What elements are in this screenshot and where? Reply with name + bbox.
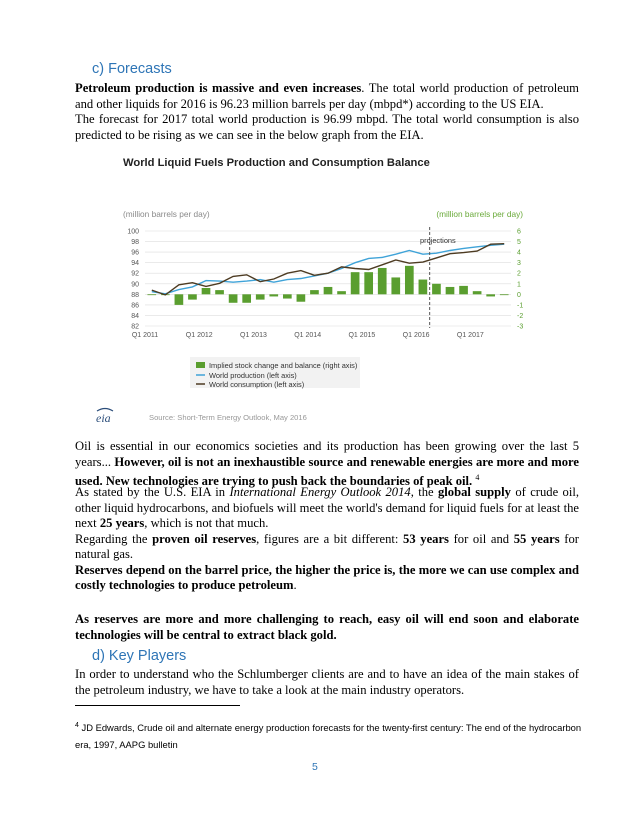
stock-change-bar xyxy=(297,294,306,301)
chart-title: World Liquid Fuels Production and Consumption Balance xyxy=(123,157,430,169)
left-tick-label: 82 xyxy=(131,323,139,331)
supply-bold-2: 25 years xyxy=(99,516,145,530)
stock-change-bar xyxy=(500,294,509,295)
intro-text: . The total world production of petroleum and other liquids for 2016 is 96.23 million barrels per day (mbpd*) according to the US EIA. xyxy=(75,81,579,111)
stock-change-bar xyxy=(432,284,441,295)
projections-label: projections xyxy=(420,236,456,245)
oil-plain-text: Oil is essential in our economics societies and its production has been growing over the last 5 years... xyxy=(75,439,579,469)
legend-production: World production (left axis) xyxy=(209,371,297,380)
stock-change-bar xyxy=(188,294,197,299)
chart-svg xyxy=(95,180,545,430)
left-tick-label: 100 xyxy=(127,228,139,236)
stock-change-bar xyxy=(351,272,360,294)
stock-change-bar xyxy=(419,280,428,295)
right-tick-label: 2 xyxy=(517,270,521,278)
x-tick-label: Q1 2012 xyxy=(185,332,213,339)
stock-change-bar xyxy=(364,272,373,294)
right-tick-label: 6 xyxy=(517,228,521,236)
right-tick-label: 4 xyxy=(517,249,521,257)
footnote-number: 4 xyxy=(75,722,79,729)
stock-change-bar xyxy=(405,266,414,295)
supply-report-title: International Energy Outlook 2014 xyxy=(229,485,411,499)
supply-text-1: As stated by the U.S. EIA in xyxy=(75,485,230,499)
x-tick-label: Q1 2017 xyxy=(456,332,484,339)
stock-change-bar xyxy=(215,290,224,294)
left-tick-label: 94 xyxy=(131,260,139,268)
footnote-ref: 4 xyxy=(475,473,480,482)
x-tick-label: Q1 2016 xyxy=(402,332,430,339)
page-number: 5 xyxy=(312,761,318,773)
paragraph-easy-oil xyxy=(75,612,579,643)
stock-change-bar xyxy=(324,287,333,294)
right-axis-ticks xyxy=(517,229,523,331)
legend-swatch-bars xyxy=(196,362,205,368)
stock-change-bar xyxy=(459,286,468,294)
supply-bold-1: global supply xyxy=(437,485,511,499)
left-tick-label: 88 xyxy=(131,291,139,299)
right-tick-label: 3 xyxy=(517,260,521,268)
stock-change-bar xyxy=(378,268,387,294)
x-tick-label: Q1 2011 xyxy=(131,332,159,339)
paragraph-key-players: In order to understand who the Schlumberger clients are and to have an idea of the main stakes of the petroleum industry, we have to take a look at the main industry operators. xyxy=(75,667,579,697)
stock-change-bar xyxy=(256,294,265,299)
stock-change-bar xyxy=(337,291,346,294)
stock-change-bar xyxy=(486,294,495,296)
x-tick-label: Q1 2015 xyxy=(348,332,376,339)
paragraph-global-supply xyxy=(75,485,579,594)
right-tick-label: 5 xyxy=(517,239,521,247)
left-axis-label: (million barrels per day) xyxy=(123,209,210,219)
left-tick-label: 86 xyxy=(131,302,139,310)
stock-change-bar xyxy=(310,290,319,294)
left-tick-label: 84 xyxy=(131,312,139,320)
stock-change-bar xyxy=(147,294,156,295)
x-tick-label: Q1 2014 xyxy=(294,332,322,339)
x-axis-labels xyxy=(132,332,484,339)
reserves-text-3: for oil and xyxy=(448,531,514,546)
footnote xyxy=(75,717,595,753)
reserves-bold-3: 55 years xyxy=(513,531,560,546)
oil-bold-text: However, oil is not an inexhaustible source and renewable energies are more and more used. New technologies are trying to push back the boundaries of peak oil. xyxy=(75,454,579,489)
price-end: . xyxy=(293,578,297,592)
section-heading-forecasts: c) Forecasts xyxy=(92,61,172,77)
stock-change-bar xyxy=(202,288,211,294)
stock-change-bar xyxy=(446,287,455,294)
right-tick-label: -3 xyxy=(517,323,524,331)
footnote-text: JD Edwards, Crude oil and alternate energy production forecasts for the twenty-first century: The end of the hydrocarbon era, 1997, AAPG bulletin xyxy=(75,722,582,751)
x-tick-label: Q1 2013 xyxy=(240,332,267,339)
section-heading-key-players: d) Key Players xyxy=(92,648,187,664)
left-tick-label: 90 xyxy=(131,281,139,289)
stock-change-bar xyxy=(269,294,278,296)
supply-text-2: , the xyxy=(410,485,438,499)
chart-source: Source: Short-Term Energy Outlook, May 2016 xyxy=(149,413,307,422)
reserves-text-1: Regarding the xyxy=(75,531,153,546)
reserves-text-4: for natural gas. xyxy=(75,531,579,561)
intro-forecast-text: The forecast for 2017 total world production is 96.99 mbpd. The total world consumption is also predicted to be rising as we can see in the below graph from the EIA. xyxy=(75,112,579,142)
stock-change-bar xyxy=(175,294,184,305)
chart xyxy=(95,180,545,430)
left-tick-label: 96 xyxy=(131,249,139,257)
stock-change-bar xyxy=(229,294,238,302)
right-tick-label: 0 xyxy=(517,291,521,299)
legend-consumption: World consumption (left axis) xyxy=(209,380,305,389)
intro-paragraph xyxy=(75,81,579,143)
supply-text-4: , which is not that much. xyxy=(144,516,269,530)
intro-bold-lead: Petroleum production is massive and even increases xyxy=(75,81,362,95)
right-axis-label: (million barrels per day) xyxy=(436,209,523,219)
reserves-text-2: , figures are a bit different: xyxy=(256,531,404,546)
stock-change-bar xyxy=(473,291,482,294)
left-axis-ticks xyxy=(127,229,139,331)
reserves-bold-2: 53 years xyxy=(403,531,449,546)
stock-change-bar xyxy=(242,294,251,302)
easy-oil-bold-text: As reserves are more and more challenging to reach, easy oil will end soon and elaborate technologies will be central to extract black gold. xyxy=(75,612,579,642)
footnote-rule xyxy=(75,705,240,706)
paragraph-oil-essential xyxy=(75,439,579,490)
stock-change-bar xyxy=(391,277,400,294)
supply-text-3: of crude oil, other liquid hydrocarbons, and biofuels will meet the world's demand for liquid fuels for at least the next xyxy=(75,485,579,530)
reserves-bold-1: proven oil reserves xyxy=(152,531,257,546)
chart-gridlines xyxy=(145,231,511,326)
right-tick-label: 1 xyxy=(517,281,521,289)
left-tick-label: 92 xyxy=(131,270,139,278)
legend-bars: Implied stock change and balance (right axis) xyxy=(209,361,358,370)
price-bold-text: Reserves depend on the barrel price, the higher the price is, the more we can use complex and costly technologies to produce petroleum xyxy=(75,562,579,592)
right-tick-label: -2 xyxy=(517,312,524,320)
stock-change-bar xyxy=(283,294,292,298)
left-tick-label: 98 xyxy=(131,239,139,247)
eia-logo: eia xyxy=(96,411,111,425)
right-tick-label: -1 xyxy=(517,302,524,310)
